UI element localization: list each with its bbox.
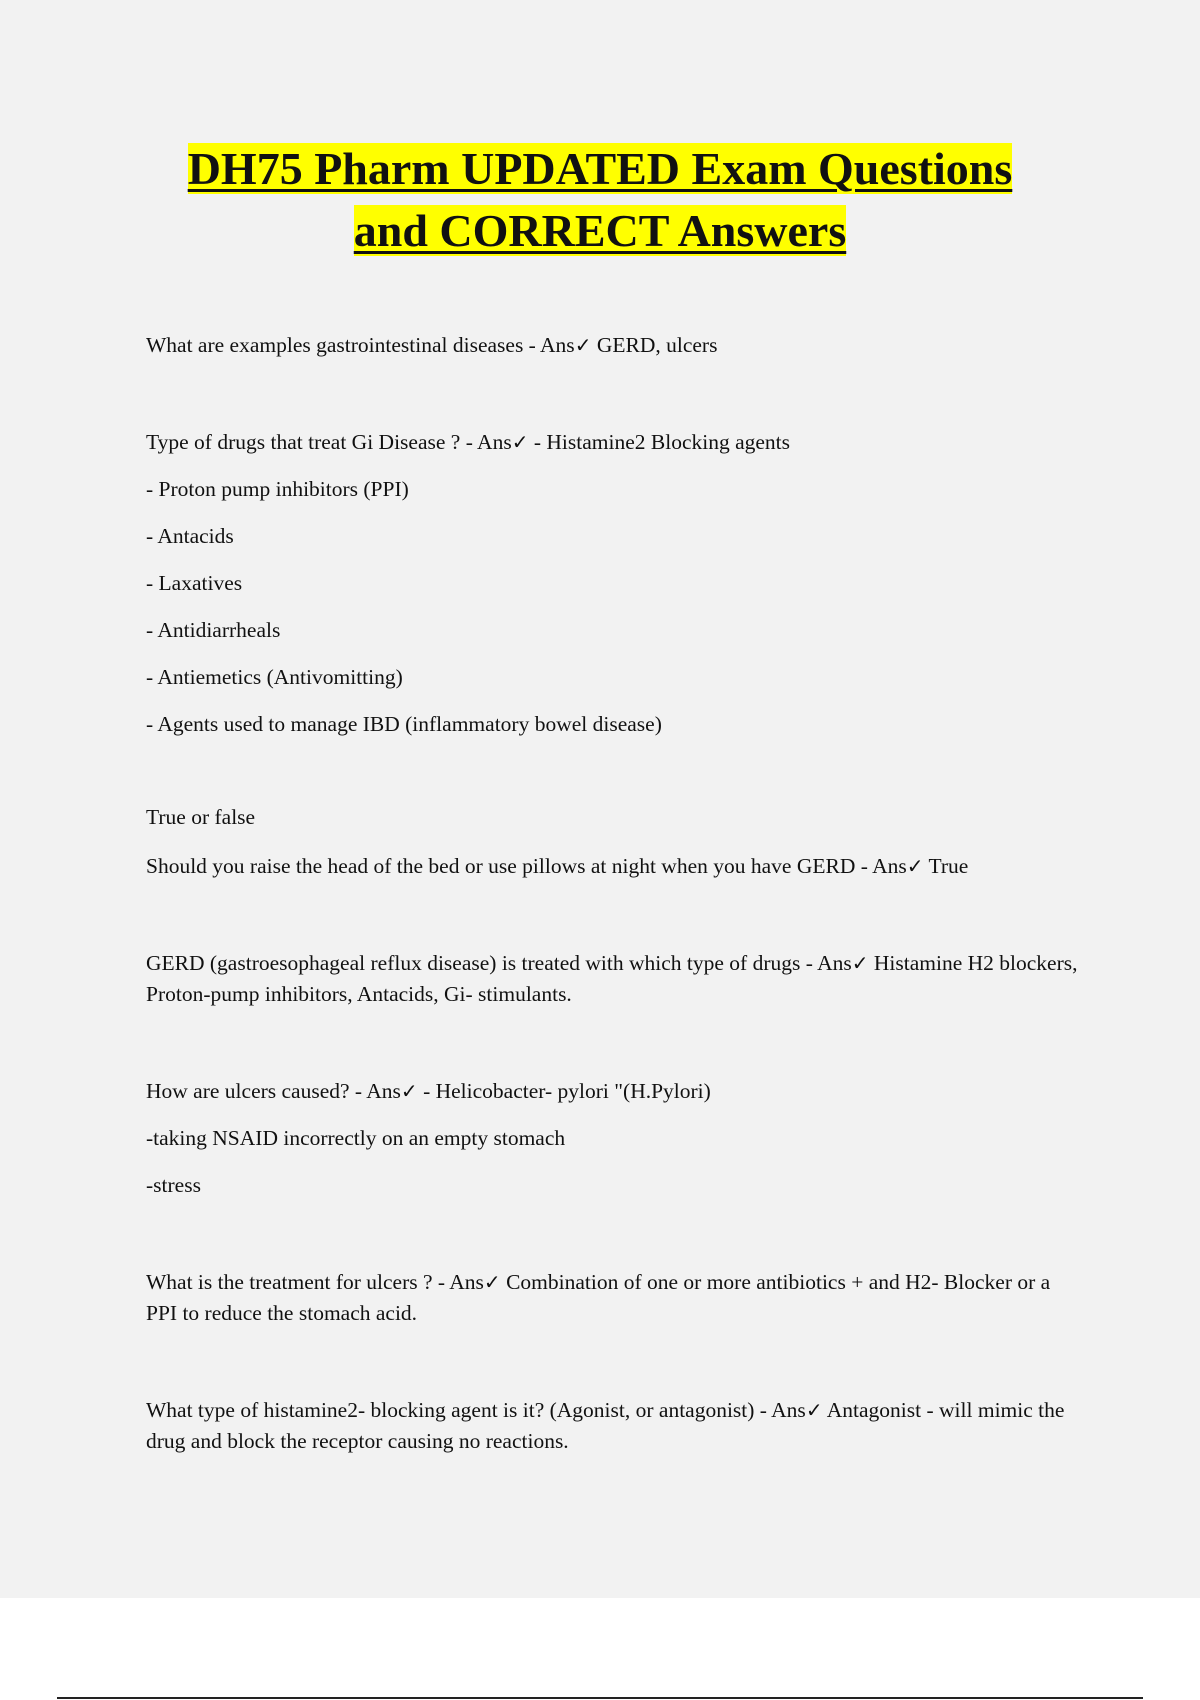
qa-item-6 <box>146 1267 1086 1329</box>
answer-text: - Helicobacter- pylori "(H.Pylori) <box>417 1079 711 1103</box>
answer-text: Histamine H2 blockers, Proton-pump inhibitors, Antacids, Gi- stimulants. <box>146 951 1078 1006</box>
question-text: GERD (gastroesophageal reflux disease) is treated with which type of drugs - Ans <box>146 951 852 975</box>
list-item: - Antacids <box>146 524 234 548</box>
list-item: - Proton pump inhibitors (PPI) <box>146 477 409 501</box>
title-line-1: DH75 Pharm UPDATED Exam Questions <box>187 143 1013 194</box>
qa-intro: True or false <box>146 805 256 829</box>
answer-text: Combination of one or more antibiotics + and H2- Blocker or a PPI to reduce the stomach acid. <box>146 1270 1051 1325</box>
question-text: What are examples gastrointestinal diseases - Ans <box>146 333 575 357</box>
qa-content <box>146 330 1086 1457</box>
check-icon: ✓ <box>400 1079 418 1103</box>
check-icon: ✓ <box>483 1270 501 1294</box>
check-icon: ✓ <box>851 951 869 975</box>
question-text: How are ulcers caused? - Ans <box>146 1079 401 1103</box>
question-text: What is the treatment for ulcers ? - Ans <box>146 1270 484 1294</box>
list-item: - Antiemetics (Antivomitting) <box>146 665 403 689</box>
qa-item-1 <box>146 330 1086 361</box>
answer-text: Antagonist - will mimic the drug and block the receptor causing no reactions. <box>146 1398 1065 1453</box>
question-text: Should you raise the head of the bed or use pillows at night when you have GERD - Ans <box>146 854 907 878</box>
document-title <box>0 138 1200 262</box>
qa-item-3 <box>146 851 1086 882</box>
qa-item-7 <box>146 1395 1086 1457</box>
qa-item-5 <box>146 1076 1086 1107</box>
answer-text: GERD, ulcers <box>591 333 718 357</box>
list-item: -stress <box>146 1173 201 1197</box>
question-text: Type of drugs that treat Gi Disease ? - Ans <box>146 430 512 454</box>
list-item: - Antidiarrheals <box>146 618 281 642</box>
list-item: -taking NSAID incorrectly on an empty stomach <box>146 1126 566 1150</box>
check-icon: ✓ <box>805 1398 823 1422</box>
list-item: - Laxatives <box>146 571 243 595</box>
qa-item-2 <box>146 427 1086 458</box>
question-text: What type of histamine2- blocking agent is it? (Agonist, or antagonist) - Ans <box>146 1398 806 1422</box>
answer-text: - Histamine2 Blocking agents <box>528 430 791 454</box>
qa-item-4 <box>146 948 1086 1010</box>
list-item: - Agents used to manage IBD (inflammatory bowel disease) <box>146 712 662 736</box>
check-icon: ✓ <box>906 854 924 878</box>
answer-text: True <box>923 854 969 878</box>
title-line-2: and CORRECT Answers <box>353 205 847 256</box>
check-icon: ✓ <box>574 333 592 357</box>
page-divider <box>57 1697 1143 1699</box>
check-icon: ✓ <box>511 430 529 454</box>
